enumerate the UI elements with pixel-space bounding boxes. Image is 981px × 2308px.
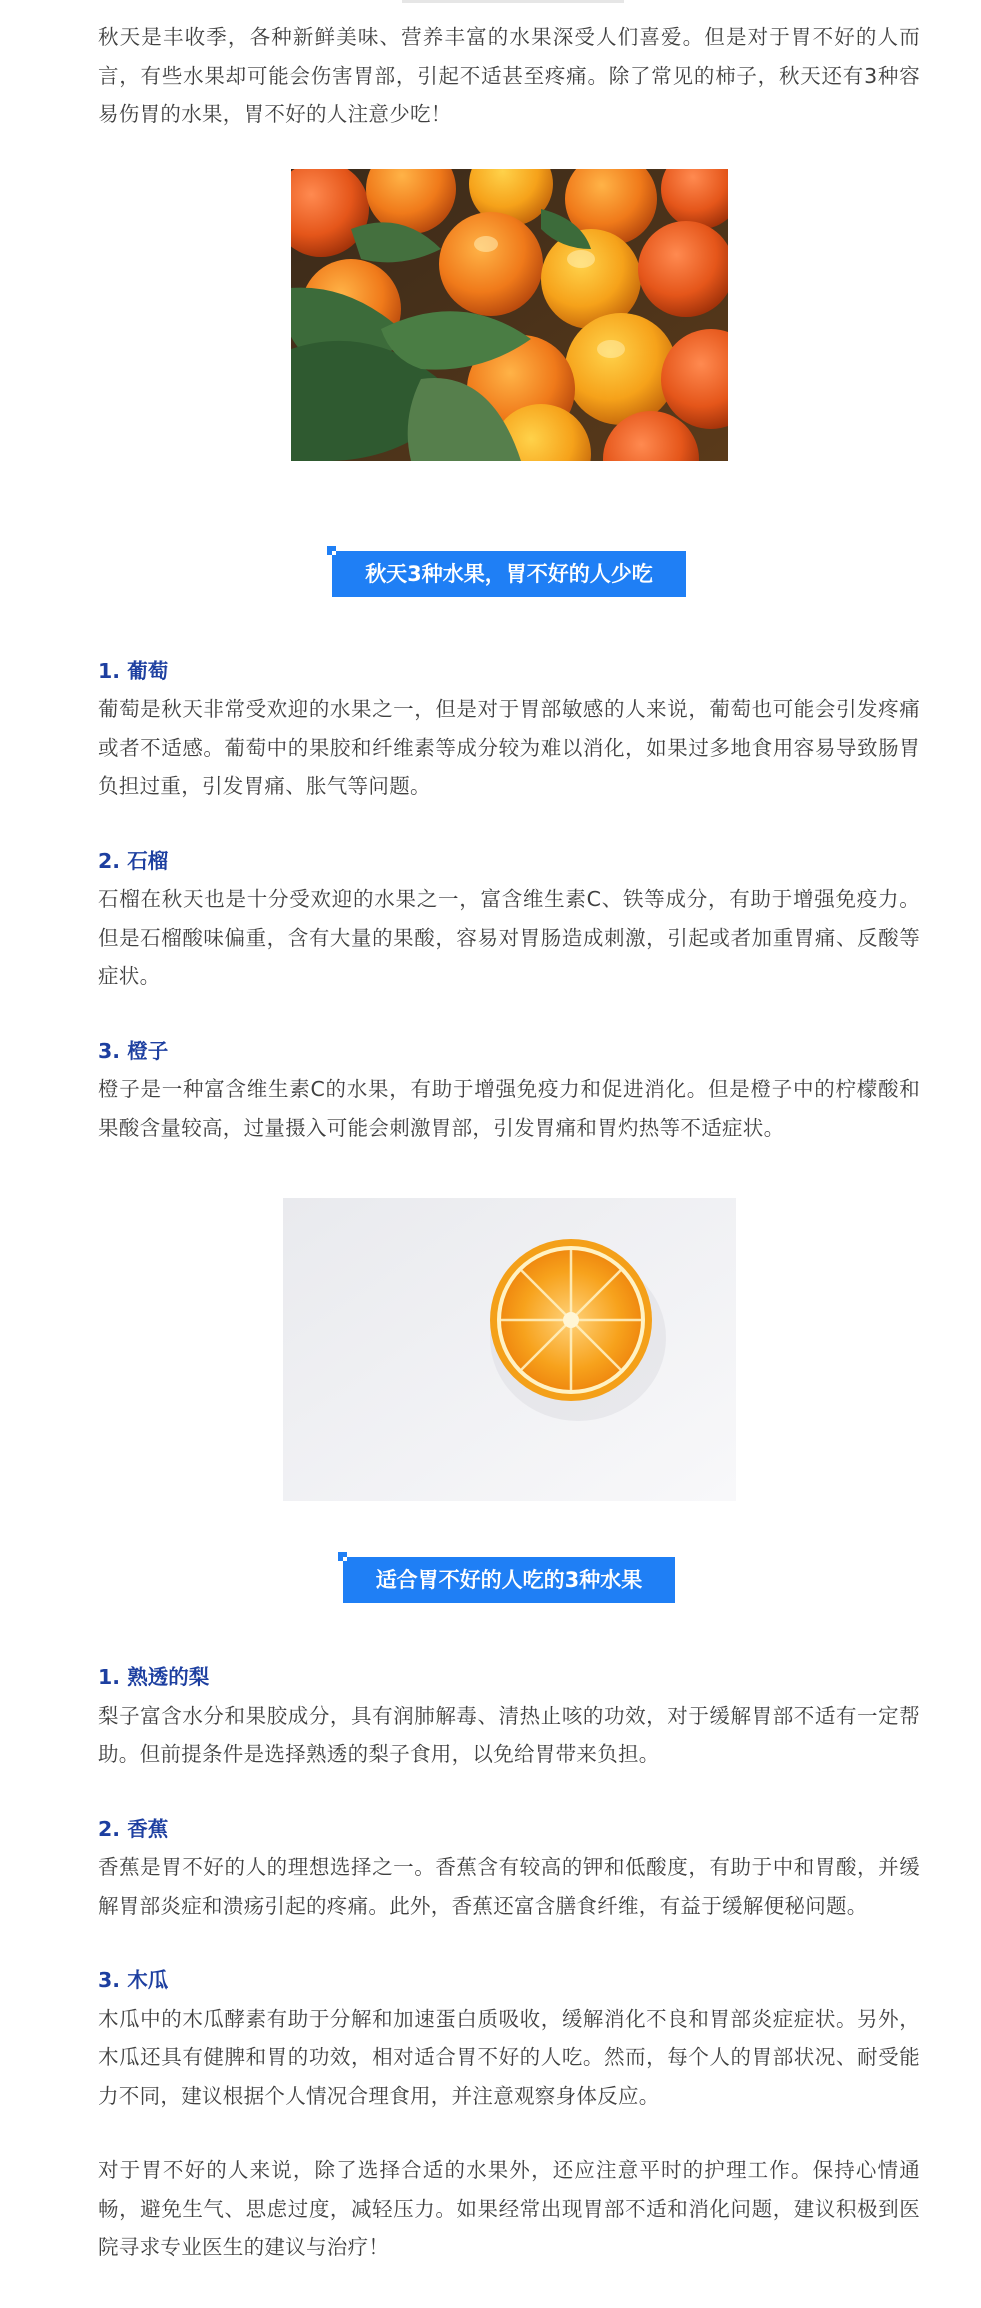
fruit-heading: 3. 木瓜 [98, 1968, 169, 1992]
section-banner-avoid [332, 551, 686, 597]
fruit-item-papaya [98, 1961, 920, 2115]
fruit-item-orange [98, 1032, 920, 1148]
article-body [98, 18, 920, 2267]
fruit-heading: 1. 熟透的梨 [98, 1665, 210, 1689]
section-title-recommend: 适合胃不好的人吃的3种水果 [375, 1568, 643, 1592]
halved-orange-photo [283, 1198, 736, 1501]
fruit-item-pear [98, 1658, 920, 1774]
fruit-heading: 3. 橙子 [98, 1038, 169, 1063]
fruit-heading: 1. 葡萄 [98, 658, 169, 683]
closing-paragraph: 对于胃不好的人来说，除了选择合适的水果外，还应注意平时的护理工作。保持心情通畅，避免生气、思虑过度，减轻压力。如果经常出现胃部不适和消化问题，建议积极到医院寻求专业医生的建议与治疗！ [98, 2158, 920, 2259]
fruit-description: 木瓜中的木瓜酵素有助于分解和加速蛋白质吸收，缓解消化不良和胃部炎症症状。另外，木瓜还具有健脾和胃的功效，相对适合胃不好的人吃。然而，每个人的胃部状况、耐受能力不同，建议根据个人情况合理食用，并注意观察身体反应。 [98, 2006, 920, 2108]
fruit-heading: 2. 香蕉 [98, 1816, 169, 1841]
section-title-avoid: 秋天3种水果，胃不好的人少吃 [365, 561, 653, 586]
fruit-description: 葡萄是秋天非常受欢迎的水果之一，但是对于胃部敏感的人来说，葡萄也可能会引发疼痛或者不适感。葡萄中的果胶和纤维素等成分较为难以消化，如果过多地食用容易导致肠胃负担过重，引发胃痛、胀气等问题。 [98, 697, 920, 798]
persimmons-photo [291, 169, 728, 461]
banner-corner-decoration [338, 1552, 347, 1561]
fruit-description: 橙子是一种富含维生素C的水果，有助于增强免疫力和促进消化。但是橙子中的柠檬酸和果酸含量较高，过量摄入可能会刺激胃部，引发胃痛和胃灼热等不适症状。 [98, 1077, 920, 1140]
fruit-item-pomegranate [98, 842, 920, 996]
banner-corner-decoration [327, 546, 336, 555]
section-banner-recommend [343, 1557, 675, 1603]
intro-paragraph: 秋天是丰收季，各种新鲜美味、营养丰富的水果深受人们喜爱。但是对于胃不好的人而言，有些水果却可能会伤害胃部，引起不适甚至疼痛。除了常见的柿子，秋天还有3种容易伤胃的水果，胃不好的人注意少吃！ [98, 25, 920, 126]
fruit-item-banana [98, 1810, 920, 1926]
fruit-description: 石榴在秋天也是十分受欢迎的水果之一，富含维生素C、铁等成分，有助于增强免疫力。但是石榴酸味偏重，含有大量的果酸，容易对胃肠造成刺激，引起或者加重胃痛、反酸等症状。 [98, 887, 920, 988]
top-divider [402, 0, 624, 3]
fruit-heading: 2. 石榴 [98, 848, 169, 873]
fruit-description: 梨子富含水分和果胶成分，具有润肺解毒、清热止咳的功效，对于缓解胃部不适有一定帮助。但前提条件是选择熟透的梨子食用，以免给胃带来负担。 [98, 1703, 920, 1766]
fruit-description: 香蕉是胃不好的人的理想选择之一。香蕉含有较高的钾和低酸度，有助于中和胃酸，并缓解胃部炎症和溃疡引起的疼痛。此外，香蕉还富含膳食纤维，有益于缓解便秘问题。 [98, 1855, 920, 1918]
fruit-item-grape [98, 652, 920, 806]
